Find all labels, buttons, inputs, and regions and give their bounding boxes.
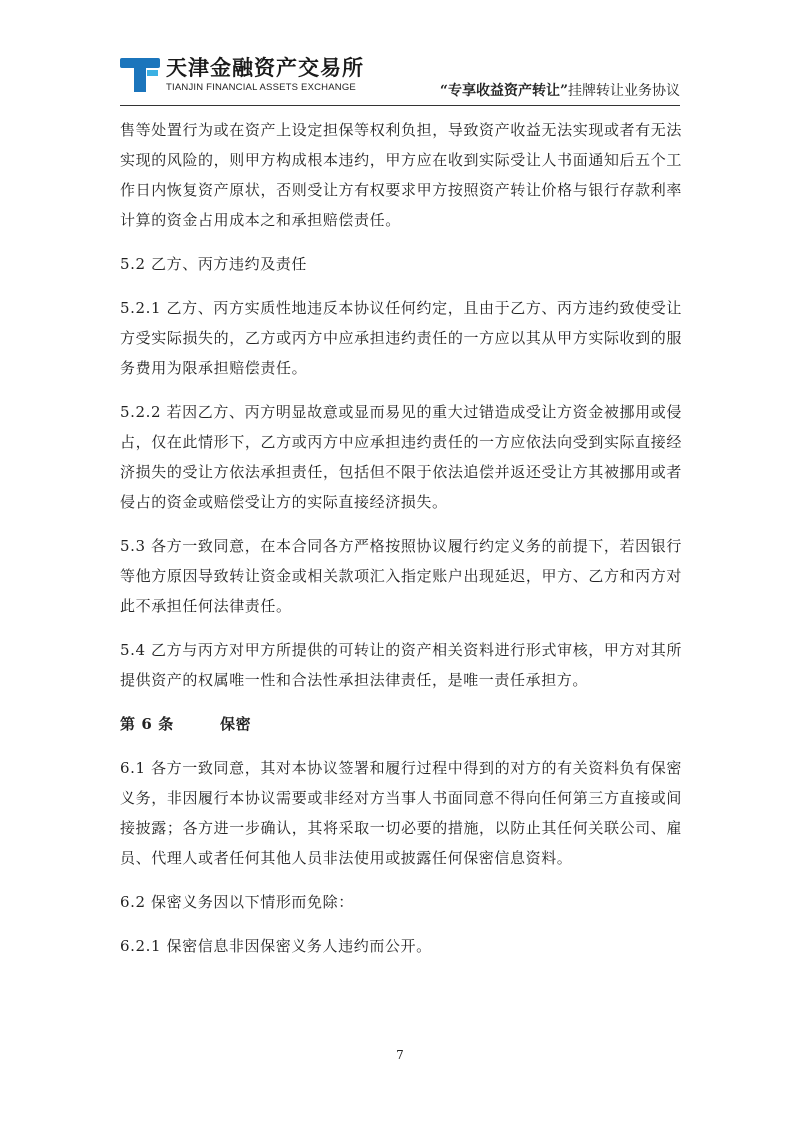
article-title: 保密 xyxy=(220,715,252,733)
clause-6-2: 6.2 保密义务因以下情形而免除： xyxy=(120,893,354,911)
logo-chinese-name: 天津金融资产交易所 xyxy=(166,56,364,80)
section-5-2-heading: 5.2 乙方、丙方违约及责任 xyxy=(120,255,308,273)
clause-6-2-1: 6.2.1 保密信息非因保密义务人违约而公开。 xyxy=(120,937,432,955)
clause-5-3: 5.3 各方一致同意，在本合同各方严格按照协议履行约定义务的前提下，若因银行等他方原因导致转让资金或相关款项汇入指定账户出现延迟，甲方、乙方和丙方对此不承担任何法律责任。 xyxy=(120,537,682,615)
article-6-heading xyxy=(120,709,682,739)
clause-6-1: 6.1 各方一致同意，其对本协议签署和履行过程中得到的对方的有关资料负有保密义务，非因履行本协议需要或非经对方当事人书面同意不得向任何第三方直接或间接披露；各方进一步确认，其将采取一切必要的措施，以防止其任何关联公司、雇员、代理人或者任何其他人员非法使用或披露任何保密信息资料。 xyxy=(120,759,682,867)
clause-5-2-2: 5.2.2 若因乙方、丙方明显故意或显而易见的重大过错造成受让方资金被挪用或侵占，仅在此情形下，乙方或丙方中应承担违约责任的一方应依法向受到实际直接经济损失的受让方依法承担责任，包括但不限于依法追偿并返还受让方其被挪用或者侵占的资金或赔偿受让方的实际直接经济损失。 xyxy=(120,403,682,511)
exchange-logo xyxy=(120,58,364,98)
paragraph-continuation: 售等处置行为或在资产上设定担保等权利负担，导致资产收益无法实现或者有无法实现的风险的，则甲方构成根本违约，甲方应在收到实际受让人书面通知后五个工作日内恢复资产原状，否则受让方有权要求甲方按照资产转让价格与银行存款利率计算的资金占用成本之和承担赔偿责任。 xyxy=(120,121,682,229)
page-number: 7 xyxy=(396,1048,404,1062)
clause-5-2-1: 5.2.1 乙方、丙方实质性地违反本协议任何约定，且由于乙方、丙方违约致使受让方受实际损失的，乙方或丙方中应承担违约责任的一方应以其从甲方实际收到的服务费用为限承担赔偿责任。 xyxy=(120,299,682,377)
logo-mark-icon xyxy=(120,58,160,94)
page-header xyxy=(120,58,680,106)
document-body xyxy=(120,115,682,961)
document-title xyxy=(440,80,680,100)
clause-5-4: 5.4 乙方与丙方对甲方所提供的可转让的资产相关资料进行形式审核，甲方对其所提供资产的权属唯一性和合法性承担法律责任，是唯一责任承担方。 xyxy=(120,641,682,689)
document-title-rest: 挂牌转让业务协议 xyxy=(568,83,680,99)
logo-english-name: TIANJIN FINANCIAL ASSETS EXCHANGE xyxy=(166,82,356,93)
article-number: 第 6 条 xyxy=(120,715,174,733)
document-title-emphasis: “专享收益资产转让” xyxy=(439,83,568,99)
header-divider xyxy=(120,105,680,106)
